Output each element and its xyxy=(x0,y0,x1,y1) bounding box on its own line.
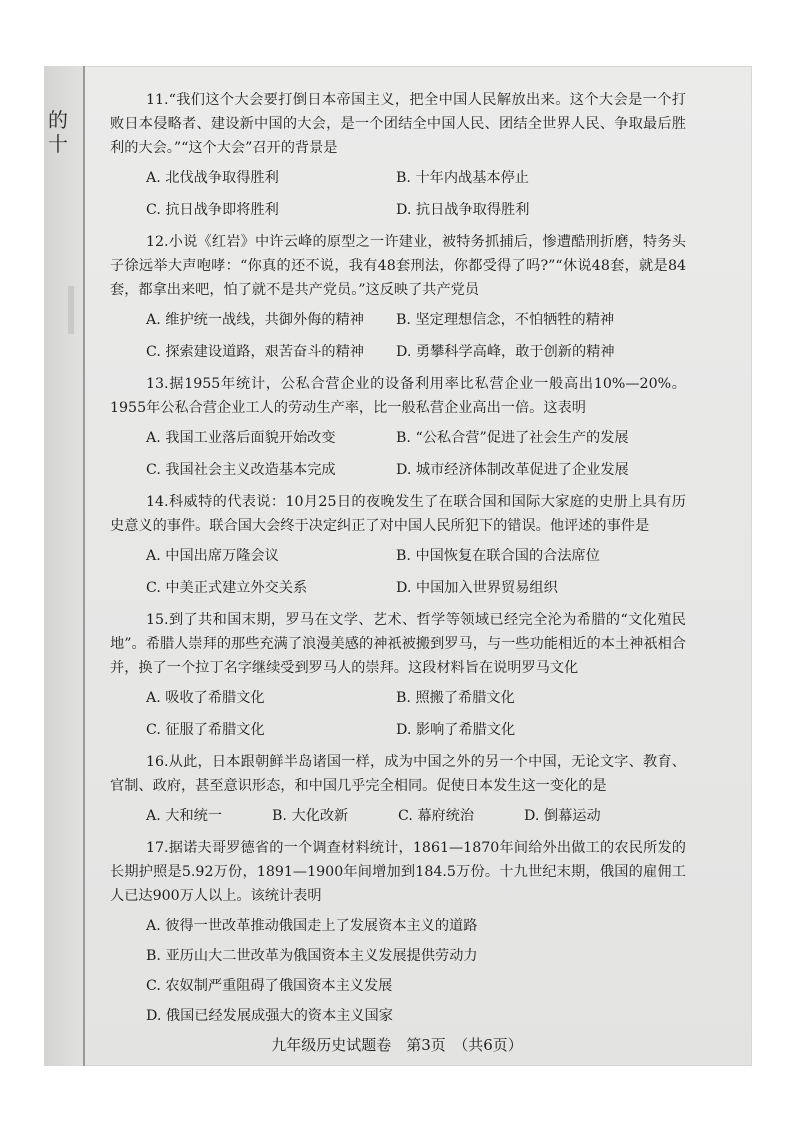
option-a[interactable]: A. 中国出席万隆会议 xyxy=(146,548,279,564)
options-row xyxy=(146,308,686,332)
option-d[interactable]: D. 俄国已经发展成强大的资本主义国家 xyxy=(146,1008,393,1024)
options-row xyxy=(146,166,686,190)
option-d[interactable]: D. 影响了希腊文化 xyxy=(396,722,516,738)
option-b[interactable]: B. 大化改新 xyxy=(272,808,349,824)
option-c[interactable]: C. 征服了希腊文化 xyxy=(146,722,265,738)
options-row xyxy=(146,198,686,222)
option-b[interactable]: B. 中国恢复在联合国的合法席位 xyxy=(396,548,600,564)
option-c[interactable]: C. 中美正式建立外交关系 xyxy=(146,580,308,596)
option-d[interactable]: D. 抗日战争取得胜利 xyxy=(396,202,530,218)
option-c[interactable]: C. 农奴制严重阻碍了俄国资本主义发展 xyxy=(146,978,393,994)
fold-mark xyxy=(68,286,74,334)
question-stem: 14.科威特的代表说：10月25日的夜晚发生了在联合国和国际大家庭的史册上具有历史意义的事件。联合国大会终于决定纠正了对中国人民所犯下的错误。他评述的事件是 xyxy=(110,494,686,534)
option-a[interactable]: A. 吸收了希腊文化 xyxy=(146,690,265,706)
option-d[interactable]: D. 城市经济体制改革促进了企业发展 xyxy=(396,462,629,478)
options-row xyxy=(146,544,686,568)
options-column xyxy=(146,914,686,1028)
question-stem: 17.据诺夫哥罗德省的一个调查材料统计，1861—1870年间给外出做工的农民所发的长期护照是5.92万份，1891—1900年间增加到184.5万份。十九世纪末期，俄国的雇佣工人已达900万人以上。该统计表明 xyxy=(110,840,686,904)
options-row xyxy=(146,340,686,364)
option-b[interactable]: B. “公私合营”促进了社会生产的发展 xyxy=(396,430,629,446)
option-c[interactable]: C. 抗日战争即将胜利 xyxy=(146,202,279,218)
options-row xyxy=(146,458,686,482)
option-d[interactable]: D. 倒幕运动 xyxy=(524,808,601,824)
options-row xyxy=(146,804,686,828)
question-14 xyxy=(110,490,686,600)
edge-fragment-1: 的 xyxy=(48,108,68,132)
question-stem: 13.据1955年统计，公私合营企业的设备利用率比私营企业一般高出10%—20%。1955年公私合营企业工人的劳动生产率，比一般私营企业高出一倍。这表明 xyxy=(110,376,686,416)
option-a[interactable]: A. 我国工业落后面貌开始改变 xyxy=(146,430,336,446)
option-a[interactable]: A. 大和统一 xyxy=(146,808,223,824)
question-16 xyxy=(110,750,686,828)
options-row xyxy=(146,576,686,600)
binding-strip xyxy=(44,66,84,1066)
page-footer: 九年级历史试题卷 第3页 （共6页） xyxy=(271,1036,523,1054)
question-17 xyxy=(110,836,686,1028)
question-stem: 16.从此，日本跟朝鲜半岛诸国一样，成为中国之外的另一个中国，无论文字、教育、官制、政府，甚至意识形态，和中国几乎完全相同。促使日本发生这一变化的是 xyxy=(110,754,686,794)
option-d[interactable]: D. 中国加入世界贸易组织 xyxy=(396,580,558,596)
edge-fragment-2: 十 xyxy=(48,132,68,156)
question-15 xyxy=(110,608,686,742)
option-a[interactable]: A. 彼得一世改革推动俄国走上了发展资本主义的道路 xyxy=(146,918,478,934)
options-row xyxy=(146,686,686,710)
option-c[interactable]: C. 幕府统治 xyxy=(398,808,475,824)
question-13 xyxy=(110,372,686,482)
question-stem: 11.“我们这个大会要打倒日本帝国主义，把全中国人民解放出来。这个大会是一个打败日本侵略者、建设新中国的大会，是一个团结全中国人民、团结全世界人民、争取最后胜利的大会。”“这个大会”召开的背景是 xyxy=(110,92,686,156)
options-row xyxy=(146,718,686,742)
option-d[interactable]: D. 勇攀科学高峰，敢于创新的精神 xyxy=(396,344,615,360)
option-b[interactable]: B. 坚定理想信念，不怕牺牲的精神 xyxy=(396,312,615,328)
option-c[interactable]: C. 我国社会主义改造基本完成 xyxy=(146,462,336,478)
option-a[interactable]: A. 维护统一战线，共御外侮的精神 xyxy=(146,312,364,328)
question-11 xyxy=(110,88,686,222)
question-stem: 15.到了共和国末期，罗马在文学、艺术、哲学等领域已经完全沦为希腊的“文化殖民地”。希腊人崇拜的那些充满了浪漫美感的神祇被搬到罗马，与一些功能相近的本土神祇相合并，换了一个拉丁名字继续受到罗马人的崇拜。这段材料旨在说明罗马文化 xyxy=(110,612,686,676)
fold-line xyxy=(83,66,85,1066)
options-row xyxy=(146,426,686,450)
question-12 xyxy=(110,230,686,364)
option-c[interactable]: C. 探索建设道路，艰苦奋斗的精神 xyxy=(146,344,364,360)
option-b[interactable]: B. 照搬了希腊文化 xyxy=(396,690,515,706)
option-b[interactable]: B. 十年内战基本停止 xyxy=(396,170,529,186)
question-stem: 12.小说《红岩》中许云峰的原型之一许建业，被特务抓捕后，惨遭酷刑折磨，特务头子徐远举大声咆哮：“你真的还不说，我有48套刑法，你都受得了吗?”“休说48套，就是84套，都拿出来吧，怕了就不是共产党员。”这反映了共产党员 xyxy=(110,234,686,298)
question-list xyxy=(110,88,686,1034)
option-a[interactable]: A. 北伐战争取得胜利 xyxy=(146,170,279,186)
option-b[interactable]: B. 亚历山大二世改革为俄国资本主义发展提供劳动力 xyxy=(146,948,478,964)
